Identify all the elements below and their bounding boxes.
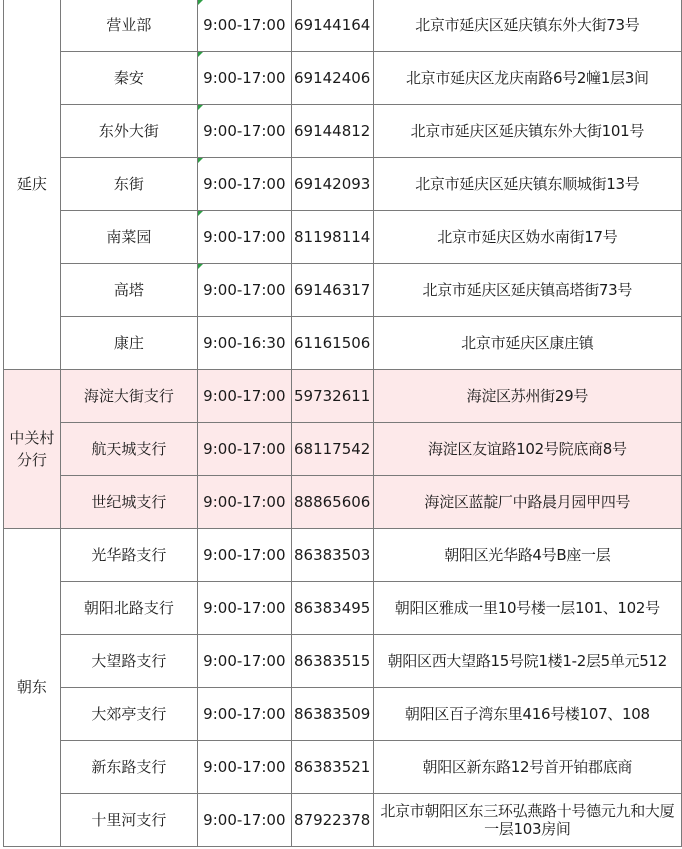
address: 北京市延庆区延庆镇东外大街101号 <box>373 105 681 158</box>
hours: 9:00-17:00 <box>197 582 291 635</box>
hours: 9:00-17:00 <box>197 476 291 529</box>
hours: 9:00-16:30 <box>197 317 291 370</box>
phone: 69144164 <box>291 0 373 52</box>
address: 北京市延庆区康庄镇 <box>373 317 681 370</box>
address: 北京市延庆区延庆镇东顺城街13号 <box>373 158 681 211</box>
table-row <box>4 317 682 370</box>
phone: 87922378 <box>291 794 373 847</box>
table-row <box>4 105 682 158</box>
hours: 9:00-17:00 <box>197 635 291 688</box>
branch-name: 大望路支行 <box>60 635 197 688</box>
hours: 9:00-17:00 <box>197 158 291 211</box>
phone: 86383509 <box>291 688 373 741</box>
branch-name: 朝阳北路支行 <box>60 582 197 635</box>
phone: 69142093 <box>291 158 373 211</box>
address: 北京市延庆区延庆镇高塔街73号 <box>373 264 681 317</box>
hours: 9:00-17:00 <box>197 0 291 52</box>
branch-name: 海淀大街支行 <box>60 370 197 423</box>
hours: 9:00-17:00 <box>197 688 291 741</box>
hours: 9:00-17:00 <box>197 741 291 794</box>
phone: 68117542 <box>291 423 373 476</box>
table-row <box>4 741 682 794</box>
region-cell-zhongguancun: 中关村分行 <box>4 370 61 529</box>
branch-name: 新东路支行 <box>60 741 197 794</box>
address: 海淀区蓝靛厂中路晨月园甲四号 <box>373 476 681 529</box>
phone: 61161506 <box>291 317 373 370</box>
address: 朝阳区西大望路15号院1楼1-2层5单元512 <box>373 635 681 688</box>
hours: 9:00-17:00 <box>197 370 291 423</box>
phone: 86383521 <box>291 741 373 794</box>
branch-name: 康庄 <box>60 317 197 370</box>
table-row <box>4 211 682 264</box>
phone: 81198114 <box>291 211 373 264</box>
address: 朝阳区雅成一里10号楼一层101、102号 <box>373 582 681 635</box>
phone: 69146317 <box>291 264 373 317</box>
hours: 9:00-17:00 <box>197 105 291 158</box>
hours: 9:00-17:00 <box>197 423 291 476</box>
address: 海淀区苏州街29号 <box>373 370 681 423</box>
table-row <box>4 688 682 741</box>
phone: 59732611 <box>291 370 373 423</box>
address: 北京市朝阳区东三环弘燕路十号德元九和大厦一层103房间 <box>373 794 681 847</box>
address: 北京市延庆区妫水南街17号 <box>373 211 681 264</box>
table-row <box>4 370 682 423</box>
table-row <box>4 582 682 635</box>
hours: 9:00-17:00 <box>197 264 291 317</box>
hours: 9:00-17:00 <box>197 52 291 105</box>
branch-name: 世纪城支行 <box>60 476 197 529</box>
phone: 86383515 <box>291 635 373 688</box>
branch-name: 光华路支行 <box>60 529 197 582</box>
branch-name: 高塔 <box>60 264 197 317</box>
table-row <box>4 0 682 52</box>
phone: 69144812 <box>291 105 373 158</box>
table-row <box>4 158 682 211</box>
table-row <box>4 264 682 317</box>
table-row <box>4 529 682 582</box>
branch-name: 东外大街 <box>60 105 197 158</box>
branch-name: 东街 <box>60 158 197 211</box>
table-row <box>4 794 682 847</box>
hours: 9:00-17:00 <box>197 794 291 847</box>
address: 朝阳区光华路4号B座一层 <box>373 529 681 582</box>
branch-name: 十里河支行 <box>60 794 197 847</box>
phone: 86383503 <box>291 529 373 582</box>
branch-name: 营业部 <box>60 0 197 52</box>
branch-name: 大郊亭支行 <box>60 688 197 741</box>
address: 北京市延庆区延庆镇东外大街73号 <box>373 0 681 52</box>
hours: 9:00-17:00 <box>197 529 291 582</box>
branch-name: 航天城支行 <box>60 423 197 476</box>
branch-name: 南菜园 <box>60 211 197 264</box>
table-row <box>4 635 682 688</box>
table-row <box>4 423 682 476</box>
address: 朝阳区百子湾东里416号楼107、108 <box>373 688 681 741</box>
phone: 86383495 <box>291 582 373 635</box>
table-row <box>4 476 682 529</box>
address: 北京市延庆区龙庆南路6号2幢1层3间 <box>373 52 681 105</box>
table-row <box>4 52 682 105</box>
address: 海淀区友谊路102号院底商8号 <box>373 423 681 476</box>
address: 朝阳区新东路12号首开铂郡底商 <box>373 741 681 794</box>
hours: 9:00-17:00 <box>197 211 291 264</box>
branch-name: 秦安 <box>60 52 197 105</box>
phone: 88865606 <box>291 476 373 529</box>
branch-table <box>3 0 682 847</box>
region-cell-chaodong: 朝东 <box>4 529 61 847</box>
phone: 69142406 <box>291 52 373 105</box>
region-cell-yanqing: 延庆 <box>4 0 61 370</box>
